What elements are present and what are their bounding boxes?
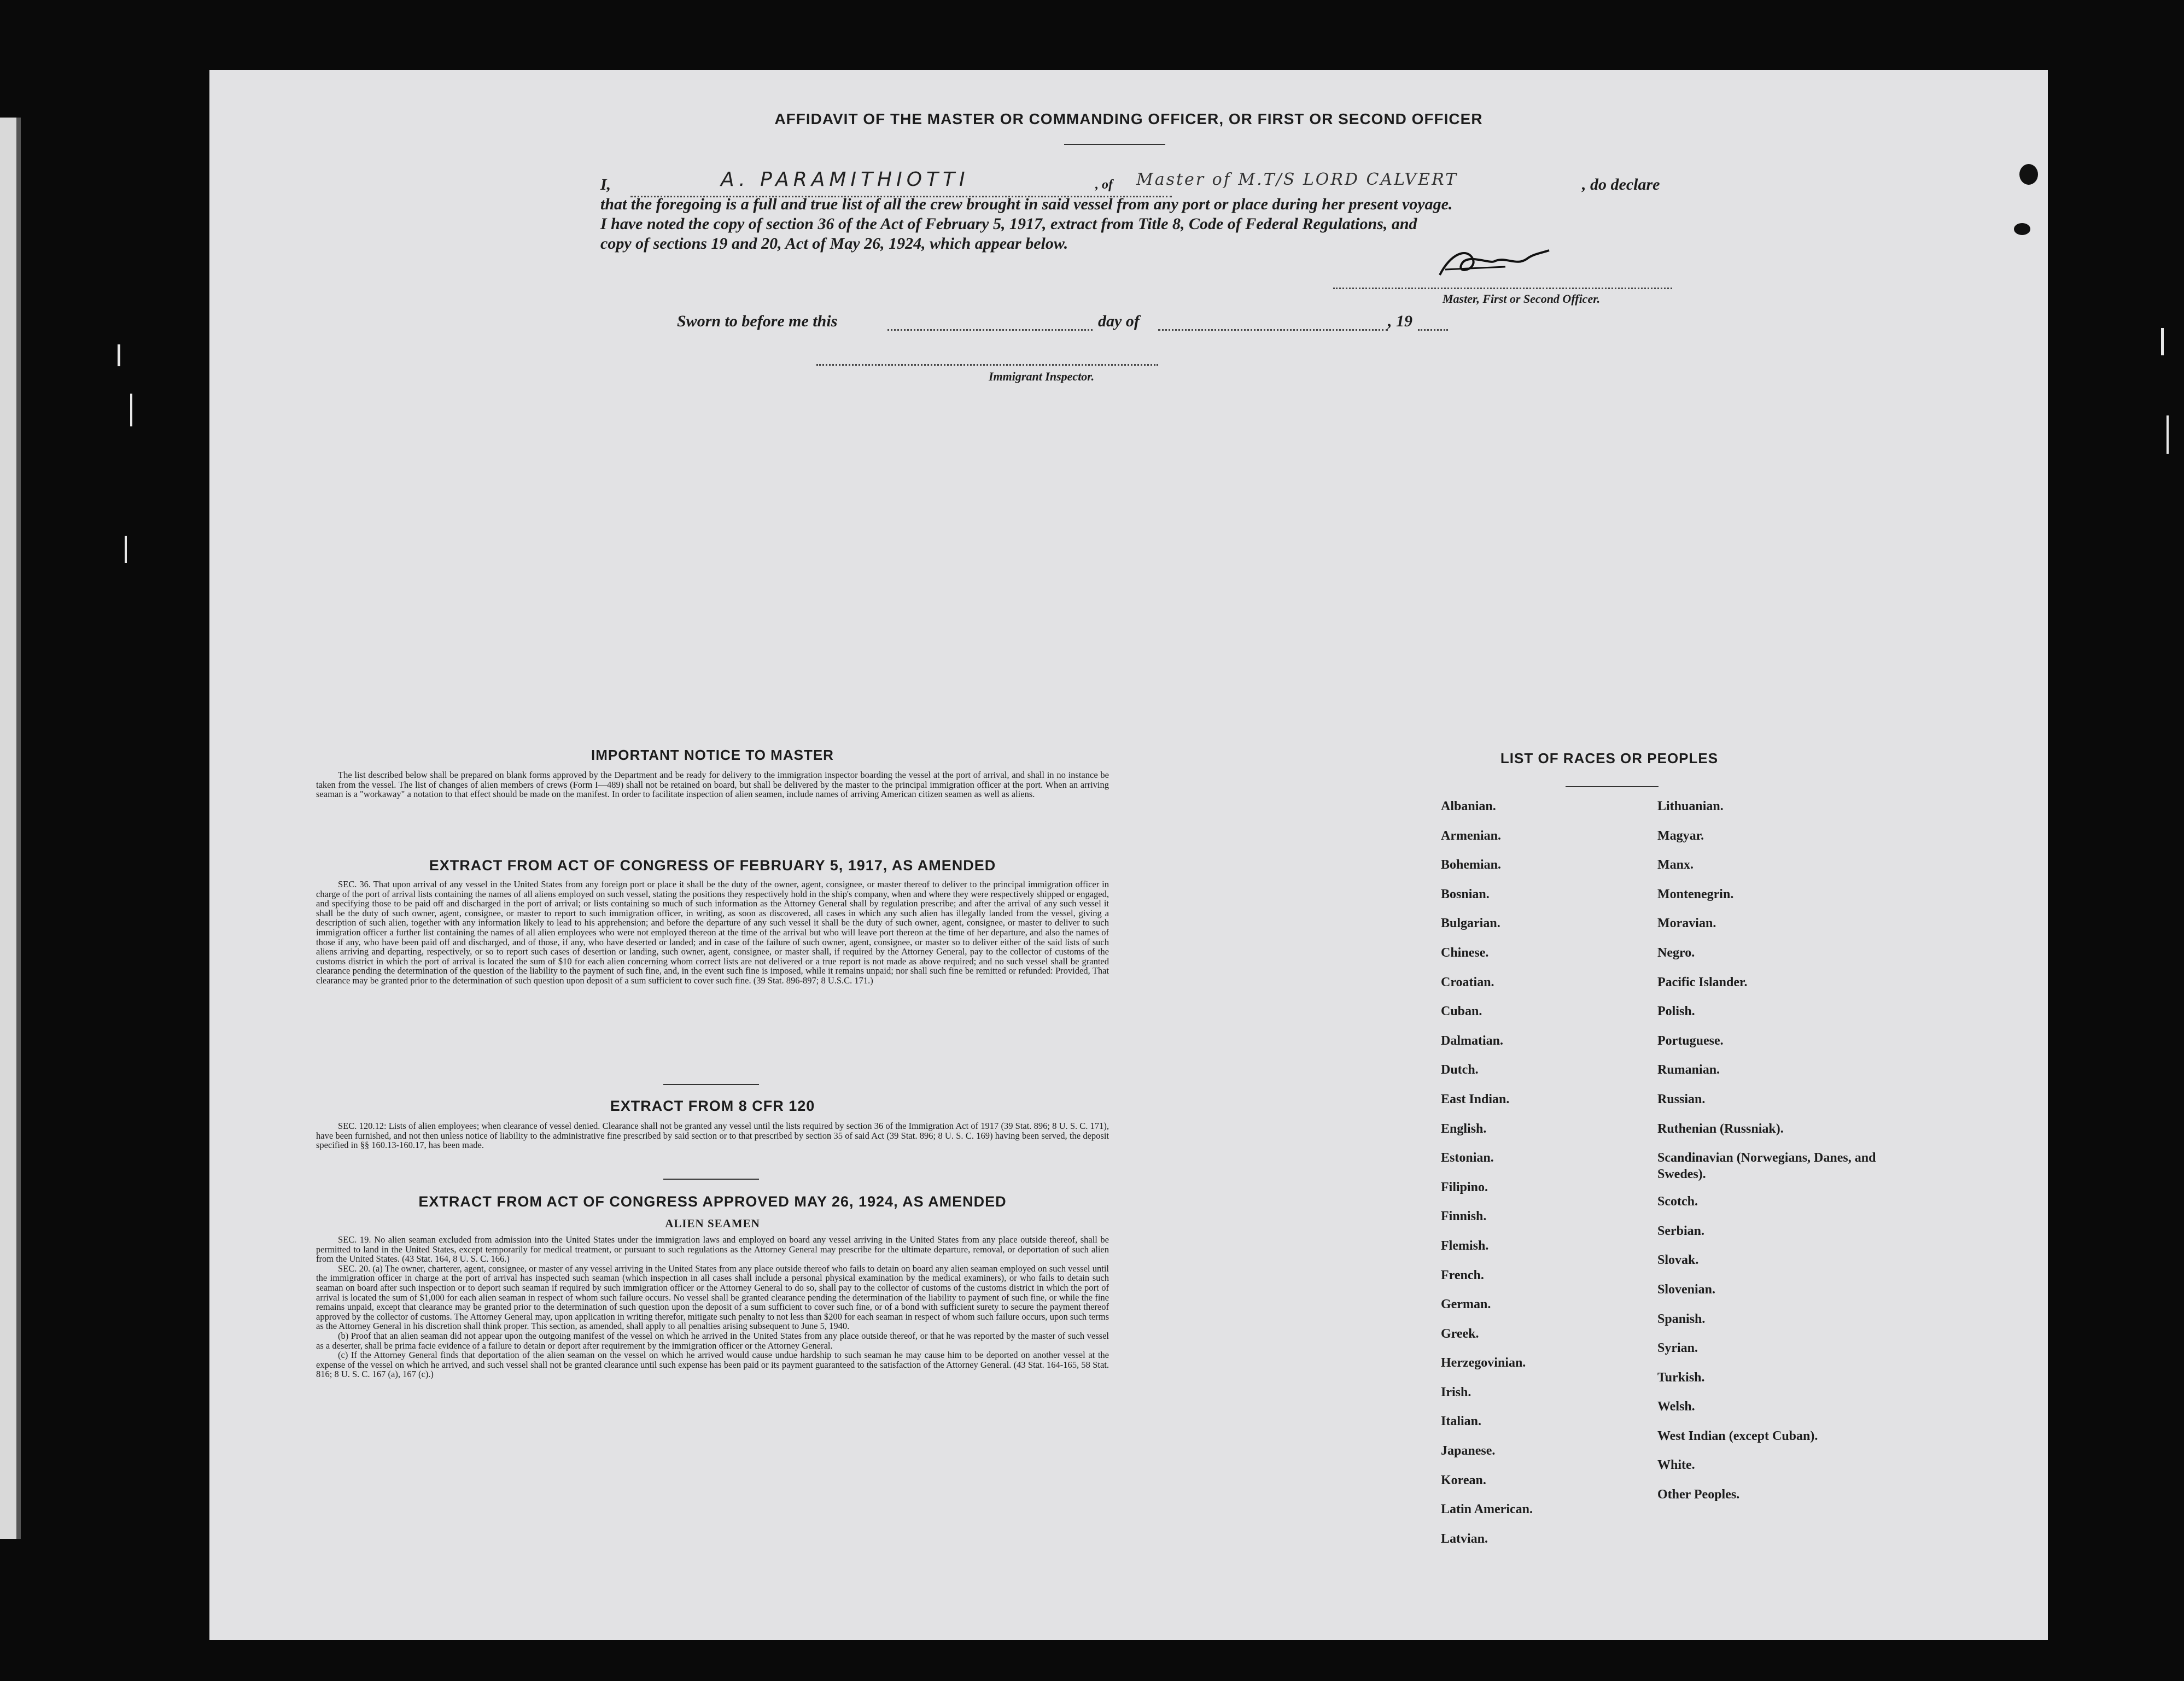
declaration-line-3: I have noted the copy of section 36 of the Act of February 5, 1917, extract from Title 8, Code of Federal Regulations, and <box>600 215 1417 233</box>
race-item: Albanian. <box>1441 799 1496 813</box>
sworn-year-line <box>1418 329 1448 331</box>
race-item: Slovenian. <box>1657 1282 1716 1297</box>
title-rule <box>1064 144 1165 145</box>
hole-punch-mark <box>2019 164 2038 185</box>
extract-cfr-section <box>316 1098 1109 1150</box>
race-item: Polish. <box>1657 1004 1695 1019</box>
declaration-line-4: copy of sections 19 and 20, Act of May 26, 1924, which appear below. <box>600 235 1068 253</box>
notice-section <box>316 747 1109 799</box>
race-item: Latin American. <box>1441 1502 1533 1517</box>
extract-cfr-text: SEC. 120.12: Lists of alien employees; when clearance of vessel denied. Clearance shall not be granted any vessel until the lists required by section 36 of the Immigration Act of 1917 (39 Stat. 896; 8 U. S. C. 171), have been furnished, and not then unless notice of liability to the administrative fine prescribed by said section or to that prescribed by section 35 of said Act (39 Stat. 896; 8 U. S. C. 169) having been served, the deposit specified in §§ 160.13-160.17, has been made. <box>316 1121 1109 1151</box>
notice-text: The list described below shall be prepared on blank forms approved by the Department and be ready for delivery to the immigration inspector boarding the vessel at the port of arrival, and shall in no instance be taken from the vessel. The list of changes of alien members of crews (Form I—489) shall not be retained on board, but shall be delivered by the master to the principal immigration officer at the port. When an arriving seaman is a "workaway" a notation to that effect should be made on the manifest. In order to facilitate inspection of alien seamen, include names of arriving American citizen seamen as well as aliens. <box>316 770 1109 800</box>
document-page <box>209 70 2048 1640</box>
race-item: Herzegovinian. <box>1441 1356 1526 1370</box>
race-item: Russian. <box>1657 1092 1706 1106</box>
extract-1924-p1: SEC. 19. No alien seaman excluded from admission into the United States under the immigration laws and employed on board any vessel arriving in the United States from any place outside thereof, shall be permitted to land in the United States, except temporarily for medical treatment, or pursuant to such regulations as the Attorney General may prescribe for the ultimate departure, removal, or deportation of such alien from the United States. (43 Stat. 164, 8 U. S. C. 166.) <box>316 1234 1109 1264</box>
signature-label: Master, First or Second Officer. <box>1443 292 1601 306</box>
race-item: Korean. <box>1441 1473 1486 1487</box>
race-item: Bosnian. <box>1441 887 1490 901</box>
race-item: Moravian. <box>1657 916 1716 931</box>
declare-i: I, <box>600 175 611 194</box>
race-item: Slovak. <box>1657 1253 1699 1268</box>
race-item: Manx. <box>1657 858 1694 872</box>
extract-1924-p2: SEC. 20. (a) The owner, charterer, agent, consignee, or master of any vessel arriving in the United States from any place outside thereof who fails to detain on board any alien seaman employed on such vessel until the immigration officer in charge at the port of arrival has inspected such seaman (which inspection in all cases shall include a personal physical examination by the medical examiners), or who fails to detain such seaman on board after such inspection or to deport such seaman if required by such immigration officer or the Attorney General to do so, shall pay to the collector of customs of the customs district in which the port of arrival is located the sum of $1,000 for each alien seaman in respect of whom such failure occurs. No vessel shall be granted clearance pending the determination of the liability to payment of such fine, or while the fine remains unpaid, except that clearance may be granted prior to the determination of such question upon the deposit of a sum sufficient to cover such fine, or of a bond with sufficient surety to secure the payment thereof approved by the collector of customs. The Attorney General may, upon application in writing therefor, mitigate such penalty to not less than $200 for each seaman in respect of whom such failure occurs, upon such terms as the Attorney General in his discretion shall think proper. This section, as amended, shall apply to all penalties arising subsequent to June 5, 1940. <box>316 1263 1109 1332</box>
race-item: Bohemian. <box>1441 858 1502 872</box>
signature-mark <box>1423 242 1555 286</box>
race-item: Scandinavian (Norwegians, Danes, and Swedes). <box>1657 1151 1876 1182</box>
race-item: Syrian. <box>1657 1341 1698 1356</box>
film-edge <box>0 118 16 1539</box>
race-item: Estonian. <box>1441 1151 1494 1165</box>
race-item: French. <box>1441 1268 1484 1282</box>
extract-1924-p3: (b) Proof that an alien seaman did not appear upon the outgoing manifest of the vessel on which he arrived in the United States from any place outside thereof, or that he was reported by the master of such vessel as a deserter, shall be prima facie evidence of a failure to detain or deport after requirement by the immigration officer or the Attorney General. <box>316 1330 1109 1351</box>
race-item: Turkish. <box>1657 1370 1705 1385</box>
notice-title: IMPORTANT NOTICE TO MASTER <box>591 747 834 763</box>
race-item: Scotch. <box>1657 1194 1698 1209</box>
rule-2 <box>663 1179 759 1180</box>
races-column-2 <box>1657 798 1909 1516</box>
race-item: Bulgarian. <box>1441 916 1500 931</box>
race-item: Finnish. <box>1441 1209 1487 1224</box>
extract-1924-p4: (c) If the Attorney General finds that deportation of the alien seaman on the vessel on which he arrived would cause undue hardship to such seaman he may cause him to be deported on another vessel at the expense of the vessel on which he arrived, and such vessel shall not be granted clearance until such expense has been paid or its payment guaranteed to the satisfaction of the Attorney General. (43 Stat. 164-165, 58 Stat. 816; 8 U. S. C. 167 (a), 167 (c).) <box>316 1350 1109 1380</box>
race-item: Armenian. <box>1441 828 1501 843</box>
extract-1917-section <box>316 857 1109 986</box>
declare-of: , of <box>1095 178 1113 192</box>
race-item: Pacific Islander. <box>1657 975 1748 989</box>
declaration-line-2: that the foregoing is a full and true list of all the crew brought in said vessel from any port or place during her present voyage. <box>600 195 1453 213</box>
sworn-date-line <box>887 329 1093 331</box>
races-column-1 <box>1441 798 1638 1560</box>
affidavit-title: AFFIDAVIT OF THE MASTER OR COMMANDING OFFICER, OR FIRST OR SECOND OFFICER <box>774 110 1483 127</box>
film-speck <box>130 394 132 426</box>
signature-line <box>1333 288 1672 289</box>
extract-1924-title: EXTRACT FROM ACT OF CONGRESS APPROVED MAY 26, 1924, AS AMENDED <box>418 1193 1007 1210</box>
sworn-day: day of <box>1098 312 1140 330</box>
race-item: White. <box>1657 1458 1695 1473</box>
film-edge-shadow <box>16 118 21 1539</box>
race-item: English. <box>1441 1121 1487 1136</box>
race-item: Flemish. <box>1441 1238 1489 1253</box>
race-item: Magyar. <box>1657 828 1704 843</box>
race-item: Japanese. <box>1441 1444 1496 1459</box>
race-item: Latvian. <box>1441 1531 1488 1546</box>
race-item: Greek. <box>1441 1326 1479 1341</box>
race-item: Lithuanian. <box>1657 799 1724 813</box>
film-speck <box>118 344 120 366</box>
races-rule <box>1566 786 1659 787</box>
film-speck <box>2161 328 2164 355</box>
race-item: Croatian. <box>1441 975 1494 989</box>
race-item: Portuguese. <box>1657 1033 1724 1048</box>
film-speck <box>125 536 127 563</box>
race-item: Dalmatian. <box>1441 1033 1503 1048</box>
inspector-line <box>816 364 1158 366</box>
inspector-label: Immigrant Inspector. <box>989 370 1095 383</box>
extract-cfr-title: EXTRACT FROM 8 CFR 120 <box>610 1098 815 1114</box>
sworn-year: , 19 <box>1388 312 1412 330</box>
declarant-name: A. PARAMITHIOTTI <box>721 168 970 191</box>
race-item: Irish. <box>1441 1385 1471 1399</box>
race-item: West Indian (except Cuban). <box>1657 1428 1818 1443</box>
race-item: East Indian. <box>1441 1092 1510 1106</box>
declare-end: , do declare <box>1582 175 1660 194</box>
race-item: Negro. <box>1657 945 1695 960</box>
extract-1924-section <box>316 1193 1109 1379</box>
race-item: Montenegrin. <box>1657 887 1734 901</box>
race-item: Spanish. <box>1657 1311 1706 1326</box>
sworn-month-line <box>1158 329 1388 331</box>
race-item: Cuban. <box>1441 1004 1482 1019</box>
extract-1924-subtitle: ALIEN SEAMEN <box>665 1217 760 1230</box>
race-item: Other Peoples. <box>1657 1487 1740 1502</box>
race-item: Chinese. <box>1441 945 1489 960</box>
race-item: Rumanian. <box>1657 1063 1720 1077</box>
race-item: Serbian. <box>1657 1223 1705 1238</box>
extract-1917-text: SEC. 36. That upon arrival of any vessel in the United States from any foreign port or place it shall be the duty of the owner, agent, consignee, or master thereof to deliver to the principal immigration officer in charge of the port of arrival lists containing the names of all aliens employed on such vessel, stating the positions they respectively hold in the ship's company, when and where they were respectively shipped or engaged, and specifying those to be paid off and discharged in the port of arrival; or lists containing so much of such information as the Attorney General shall by regulation prescribe; and after the arrival of any such vessel it shall be the duty of such owner, agent, consignee, or master to report to such immigration officer, in writing, as soon as discovered, all cases in which any such alien has illegally landed from the vessel, giving a description of such alien, together with any information likely to lead to his apprehension; and before the departure of any such vessel it shall be the duty of such owner, agent, consignee, or master to deliver to such immigration officer a further list containing the names of all alien employees who were not employed thereon at the time of the arrival but who will leave port thereon at the time of her departure, and also the names of those if any, who have been paid off and discharged, and of those, if any, who have deserted or landed; and in case of the failure of such owner, agent, consignee, or master so to deliver either of the said lists of such aliens arriving and departing, respectively, or so to report such cases of desertion or landing, such owner, agent, consignee, or master shall, if required by the Attorney General, pay to the collector of customs of the customs district in which the port of arrival is located the sum of $10 for each alien concerning whom correct lists are not delivered or a true report is not made as above required; and no such vessel shall be granted clearance pending the determination of the question of the liability to the payment of such fine, and, in the event such fine is imposed, while it remains unpaid; nor shall such fine be remitted or refunded: Provided, That clearance may be granted prior to the determination of such question upon deposit of a sum sufficient to cover such fine. (39 Stat. 896-897; 8 U.S.C. 171.) <box>316 879 1109 986</box>
declarant-vessel: Master of M.T/S LORD CALVERT <box>1136 170 1458 189</box>
sworn-prefix: Sworn to before me this <box>677 312 838 330</box>
race-item: Filipino. <box>1441 1180 1488 1194</box>
race-item: Welsh. <box>1657 1399 1695 1414</box>
races-title: LIST OF RACES OR PEOPLES <box>1500 750 1719 766</box>
race-item: Dutch. <box>1441 1063 1479 1077</box>
extract-1917-title: EXTRACT FROM ACT OF CONGRESS OF FEBRUARY 5, 1917, AS AMENDED <box>429 857 996 874</box>
race-item: Ruthenian (Russniak). <box>1657 1121 1784 1136</box>
race-item: German. <box>1441 1297 1491 1312</box>
rule-1 <box>663 1084 759 1085</box>
film-speck <box>2167 415 2169 454</box>
hole-punch-mark-2 <box>2014 223 2030 235</box>
race-item: Italian. <box>1441 1414 1482 1429</box>
